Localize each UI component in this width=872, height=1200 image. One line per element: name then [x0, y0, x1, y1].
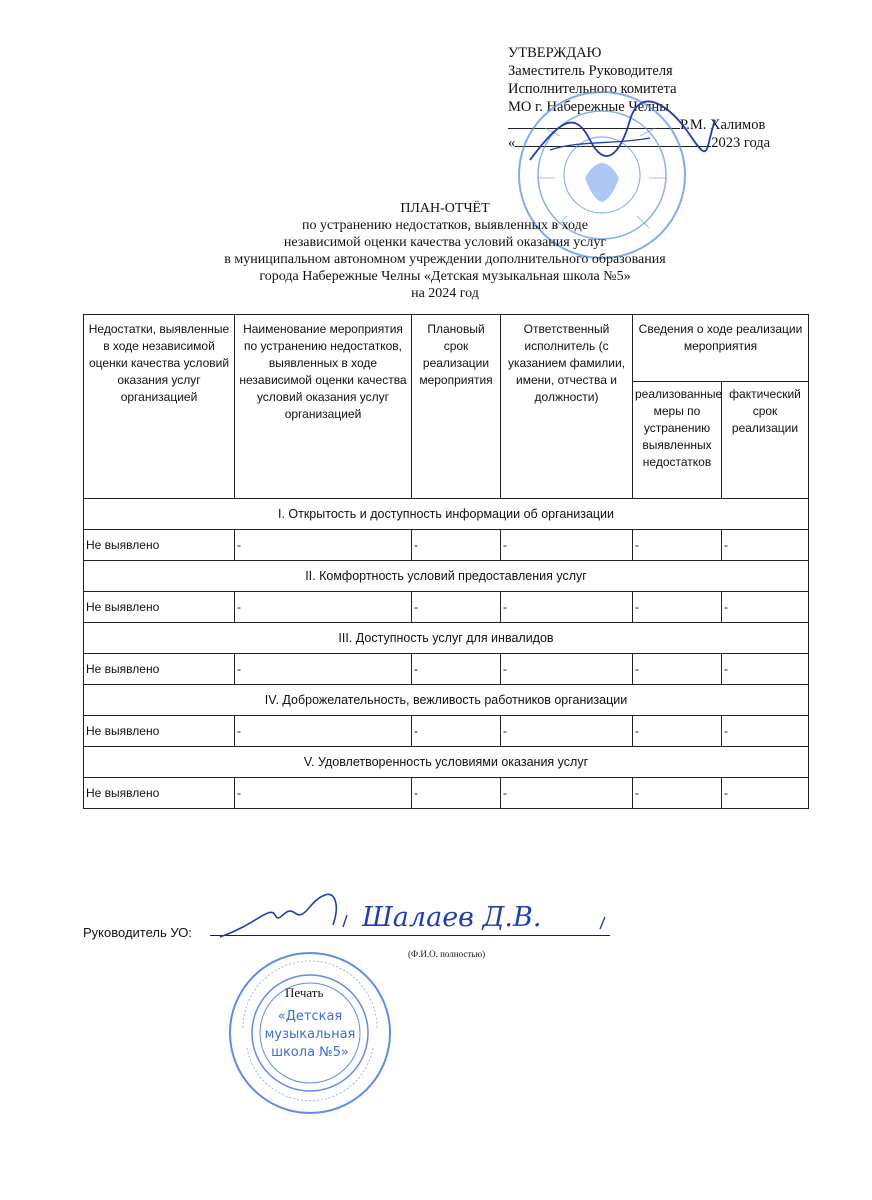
table-cell: Не выявлено — [84, 592, 235, 623]
table-cell: Не выявлено — [84, 716, 235, 747]
table-row — [84, 592, 809, 623]
header-implemented-measures: реализованные меры по устранению выявленных недостатков — [633, 382, 722, 499]
title-line-4: в муниципальном автономном учреждении дополнительного образования — [224, 252, 666, 267]
director-label: Руководитель УО: — [83, 925, 192, 940]
approval-signer: Р.М. Халимов — [680, 117, 766, 133]
table-cell: - — [722, 716, 809, 747]
table-cell: - — [501, 716, 633, 747]
section-title: IV. Доброжелательность, вежливость работников организации — [84, 685, 809, 716]
table-cell: - — [501, 592, 633, 623]
title-line-5: города Набережные Челны «Детская музыкальная школа №5» — [259, 269, 631, 284]
table-cell: - — [501, 654, 633, 685]
section-title: I. Открытость и доступность информации об организации — [84, 499, 809, 530]
title-line-2: по устранению недостатков, выявленных в ходе — [301, 218, 588, 233]
table-cell: - — [722, 592, 809, 623]
table-cell: - — [235, 716, 412, 747]
section-title: III. Доступность услуг для инвалидов — [84, 623, 809, 654]
stamp-inner-line-2: музыкальная — [264, 1027, 356, 1042]
approval-position-2: Исполнительного комитета — [508, 81, 677, 97]
table-cell: - — [633, 778, 722, 809]
title-line-3: независимой оценки качества условий оказания услуг — [283, 235, 607, 250]
stamp-inner-line-3: школа №5» — [271, 1045, 349, 1060]
table-row — [84, 530, 809, 561]
table-cell: - — [722, 778, 809, 809]
table-cell: - — [412, 654, 501, 685]
date-open-quote: « — [508, 135, 516, 151]
table-cell: Не выявлено — [84, 530, 235, 561]
table-cell: - — [501, 530, 633, 561]
approval-year: 2023 года — [711, 135, 771, 151]
table-cell: - — [501, 778, 633, 809]
approval-signature — [520, 100, 720, 170]
header-planned-date: Плановый срок реализации мероприятия — [412, 315, 501, 499]
table-cell: - — [633, 592, 722, 623]
table-cell: - — [235, 530, 412, 561]
table-cell: - — [633, 654, 722, 685]
school-seal-stamp — [225, 948, 395, 1118]
title-line-6: на 2024 год — [411, 286, 479, 301]
section-title: II. Комфортность условий предоставления услуг — [84, 561, 809, 592]
section-title: V. Удовлетворенность условиями оказания услуг — [84, 747, 809, 778]
stamp-inner-line-1: «Детская — [277, 1009, 343, 1024]
fio-note: (Ф.И.О. полностью) — [408, 949, 486, 959]
approval-position-1: Заместитель Руководителя — [508, 63, 673, 79]
table-cell: - — [722, 530, 809, 561]
table-cell: - — [235, 654, 412, 685]
table-cell: Не выявлено — [84, 654, 235, 685]
title-line-1: ПЛАН-ОТЧЁТ — [400, 201, 490, 216]
approval-position-3: МО г. Набережные Челны — [508, 99, 669, 115]
table-cell: - — [412, 778, 501, 809]
table-cell: - — [412, 592, 501, 623]
table-row — [84, 654, 809, 685]
plan-table — [83, 314, 809, 809]
table-cell: - — [633, 716, 722, 747]
header-actual-date: фактический срок реализации — [722, 382, 809, 499]
header-responsible: Ответственный исполнитель (с указанием фамилии, имени, отчества и должности) — [501, 315, 633, 499]
header-measure-name: Наименование мероприятия по устранению недостатков, выявленных в ходе независимой оценки качества условий оказания услуг организацией — [235, 315, 412, 499]
table-cell: - — [412, 530, 501, 561]
table-row — [84, 716, 809, 747]
header-deficiencies: Недостатки, выявленные в ходе независимой оценки качества условий оказания услуг организацией — [84, 315, 235, 499]
table-cell: - — [633, 530, 722, 561]
table-cell: - — [235, 778, 412, 809]
header-progress: Сведения о ходе реализации мероприятия — [633, 315, 809, 382]
document-title — [150, 200, 740, 302]
table-cell: - — [722, 654, 809, 685]
table-cell: Не выявлено — [84, 778, 235, 809]
approval-heading: УТВЕРЖДАЮ — [508, 45, 602, 61]
director-handwritten-name: Шалаев Д.В. — [362, 902, 542, 933]
seal-label: Печать — [285, 985, 324, 1000]
table-row — [84, 778, 809, 809]
table-cell: - — [235, 592, 412, 623]
table-cell: - — [412, 716, 501, 747]
